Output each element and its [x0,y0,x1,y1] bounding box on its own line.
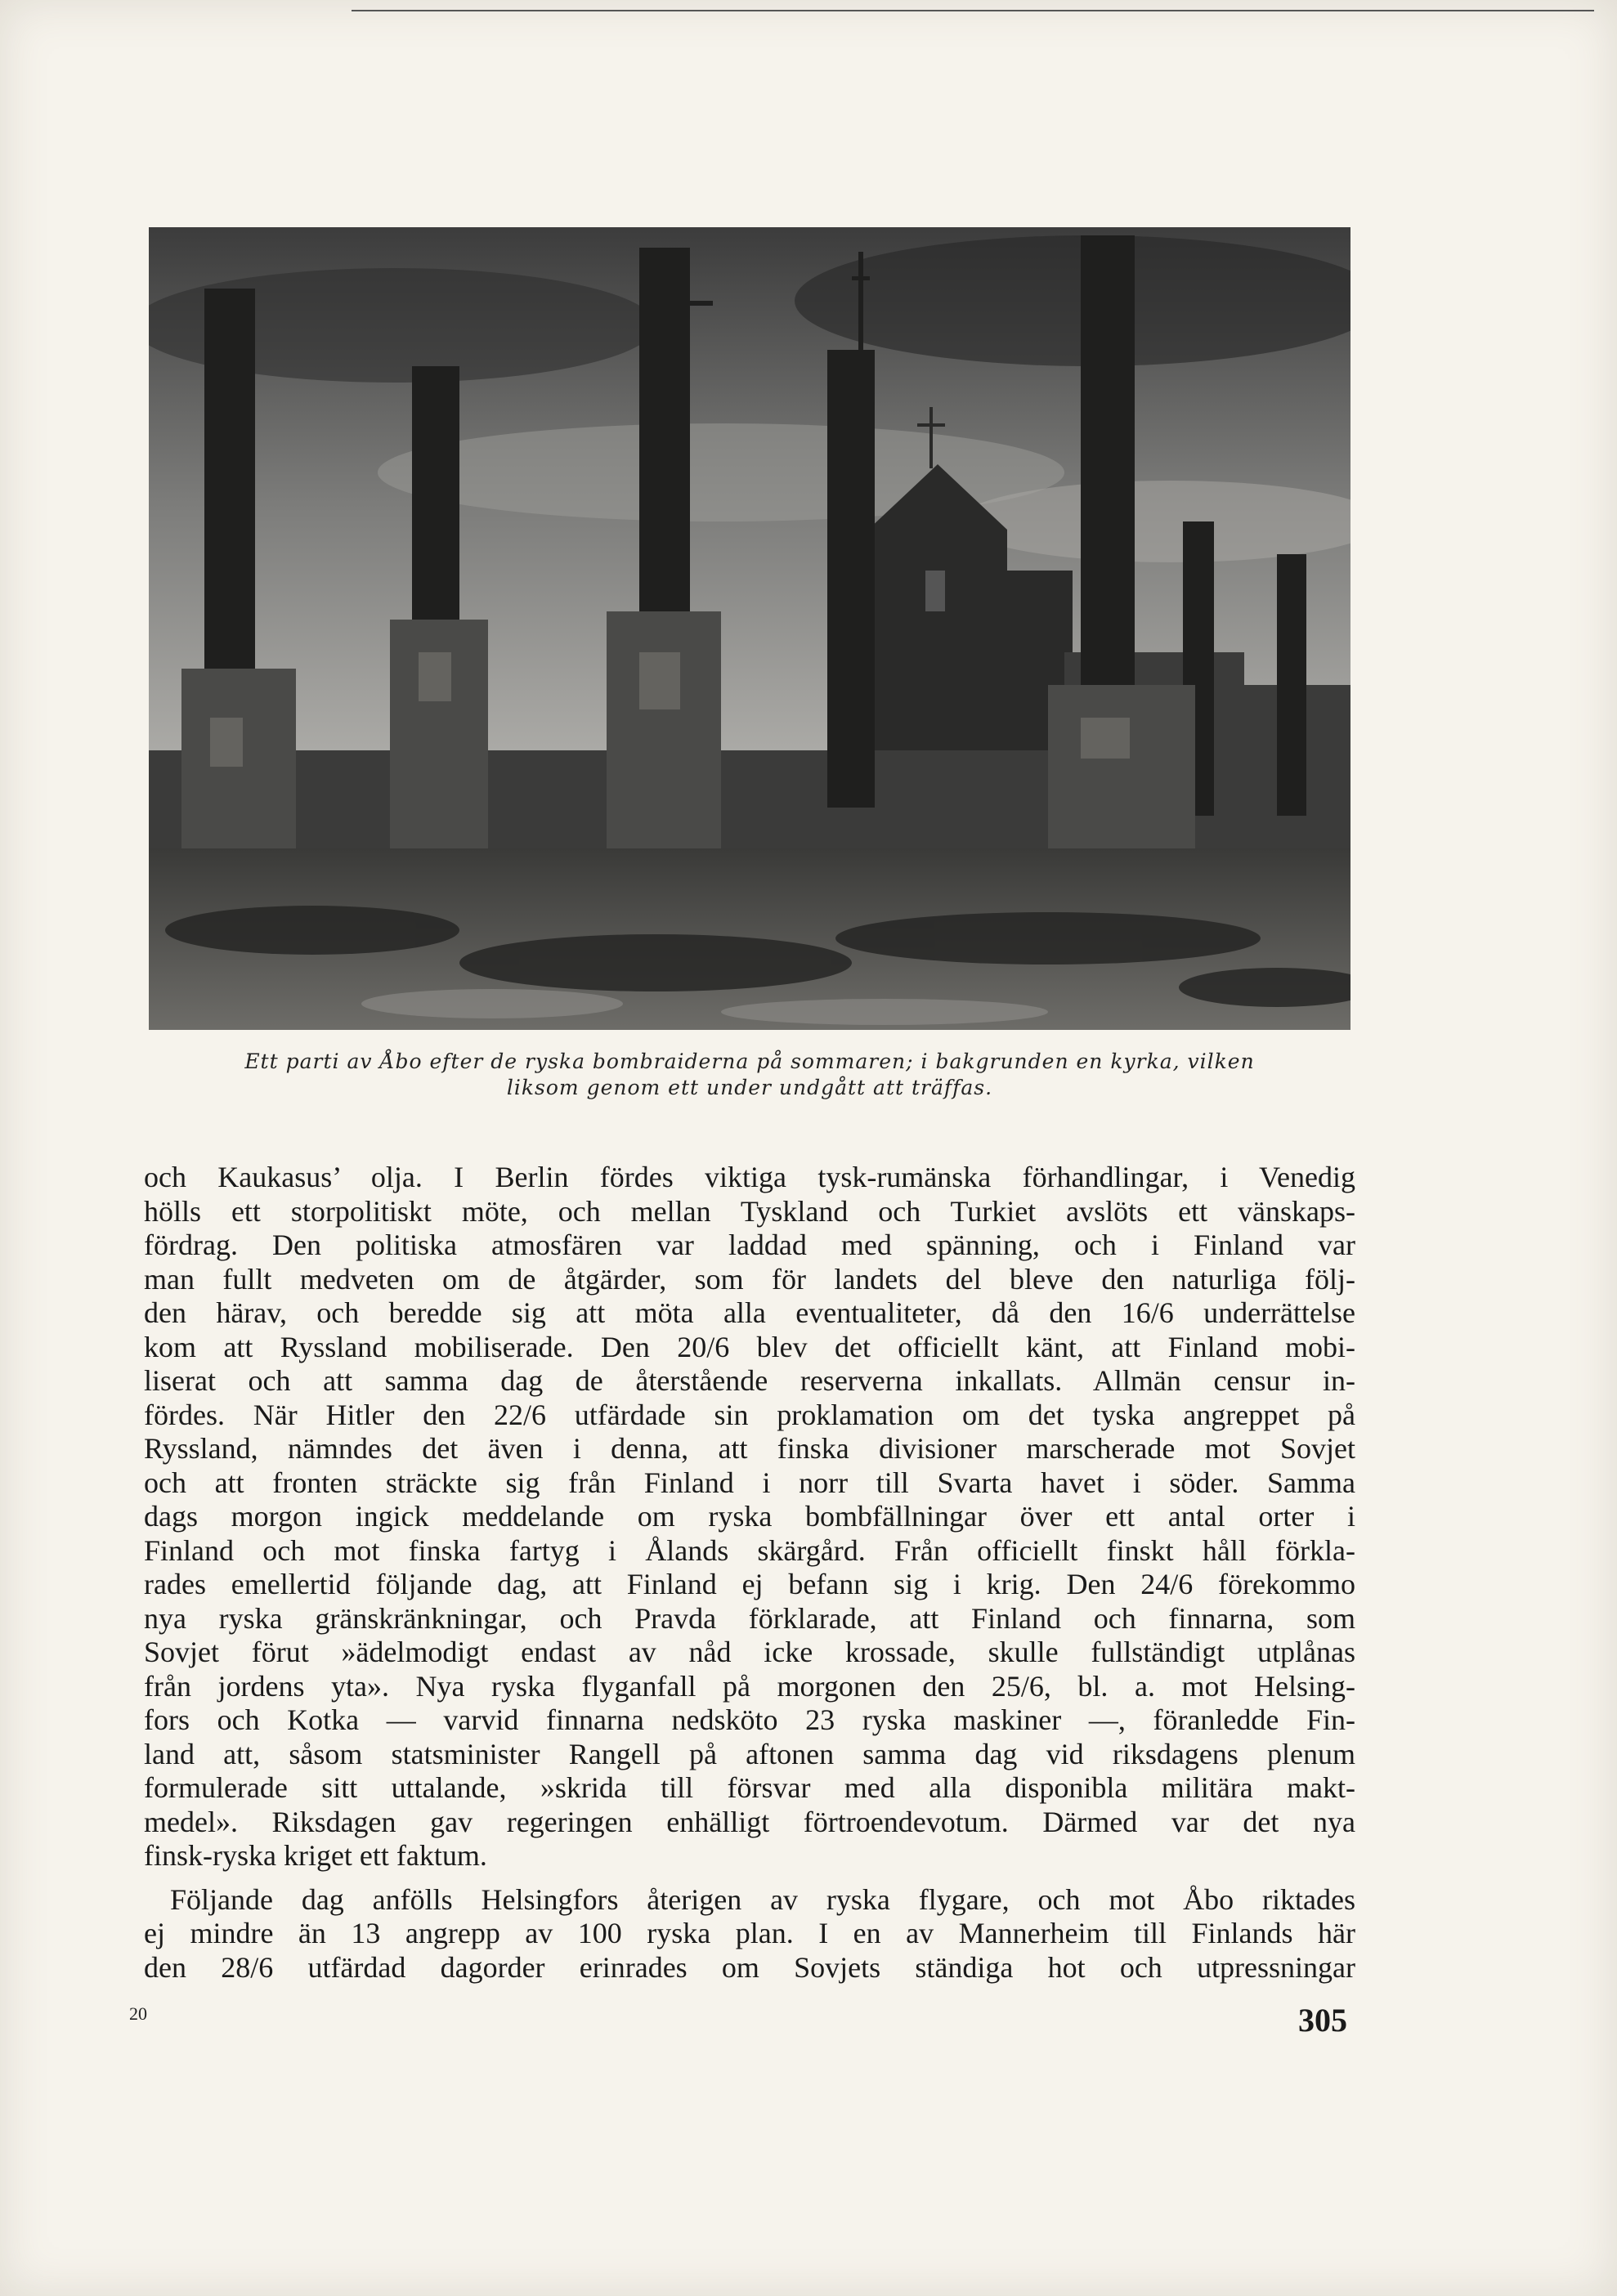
caption-line: Ett parti av Åbo efter de ryska bombraiderna på sommaren; i bakgrunden en kyrka, vilken [244,1050,1255,1073]
text-line: land att, såsom statsminister Rangell på aftonen samma dag vid riksdagens plenum [144,1737,1355,1770]
text-line: nya ryska gränskränkningar, och Pravda förklarade, att Finland och finnarna, som [144,1601,1355,1635]
text-line: finsk-ryska kriget ett faktum. [144,1839,487,1872]
text-line: formulerade sitt uttalande, »skrida till försvar med alla disponibla militära makt- [144,1771,1355,1804]
text-line: Finland och mot finska fartyg i Ålands skärgård. Från officiellt finskt håll förkla- [144,1533,1355,1567]
text-line: kom att Ryssland mobiliserade. Den 20/6 blev det officiellt känt, att Finland mobi- [144,1330,1355,1363]
page-number: 305 [1298,2002,1347,2039]
text-line: man fullt medveten om de åtgärder, som för landets del bleve den naturliga följ- [144,1262,1355,1296]
signature-mark: 20 [129,2003,147,2024]
paragraph-2 [144,1883,1355,1985]
text-line: ej mindre än 13 angrepp av 100 ryska plan. I en av Mannerheim till Finlands här [144,1917,1355,1949]
paragraph-1 [144,1161,1355,1873]
text-line: rades emellertid följande dag, att Finland ej befann sig i krig. Den 24/6 förekommo [144,1568,1355,1600]
text-line: från jordens yta». Nya ryska flyganfall på morgonen den 25/6, bl. a. mot Helsing- [144,1669,1355,1703]
text-line: den 28/6 utfärdad dagorder erinrades om Sovjets ständiga hot och utpressningar [144,1950,1355,1984]
text-line: den härav, och beredde sig att möta alla eventualiteter, då den 16/6 underrättelse [144,1296,1355,1329]
text-line: fördes. När Hitler den 22/6 utfärdade sin proklamation om det tyska angreppet på [144,1398,1355,1431]
article-body [144,1161,1355,1985]
top-rule [352,10,1594,11]
paragraph-gap [144,1873,1355,1883]
text-line: medel». Riksdagen gav regeringen enhälligt förtroendevotum. Därmed var det nya [144,1805,1355,1838]
ruins-photograph [149,227,1350,1030]
text-line: Ryssland, nämndes det även i denna, att finska divisioner marscherade mot Sovjet [144,1432,1355,1465]
text-line: liserat och att samma dag de återstående reserverna inkallats. Allmän censur in- [144,1364,1355,1397]
ruins-photograph-illustration [149,227,1350,1030]
text-line: och Kaukasus’ olja. I Berlin fördes viktiga tysk-rumänska förhandlingar, i Venedig [144,1161,1355,1193]
photo-caption [149,1049,1350,1101]
text-line: dags morgon ingick meddelande om ryska bombfällningar över ett antal orter i [144,1500,1355,1533]
text-line: Följande dag anfölls Helsingfors återigen av ryska flygare, och mot Åbo riktades [170,1882,1355,1916]
text-line: fördrag. Den politiska atmosfären var laddad med spänning, och i Finland var [144,1229,1355,1261]
caption-line: liksom genom ett under undgått att träffas. [506,1076,993,1099]
text-line: och att fronten sträckte sig från Finland i norr till Svarta havet i söder. Samma [144,1466,1355,1499]
text-line: hölls ett storpolitiskt möte, och mellan Tyskland och Turkiet avslöts ett vänskaps- [144,1194,1355,1228]
text-line: fors och Kotka — varvid finnarna nedsköto 23 ryska maskiner —, föranledde Fin- [144,1703,1355,1736]
text-line: Sovjet förut »ädelmodigt endast av nåd icke krossade, skulle fullständigt utplånas [144,1636,1355,1668]
